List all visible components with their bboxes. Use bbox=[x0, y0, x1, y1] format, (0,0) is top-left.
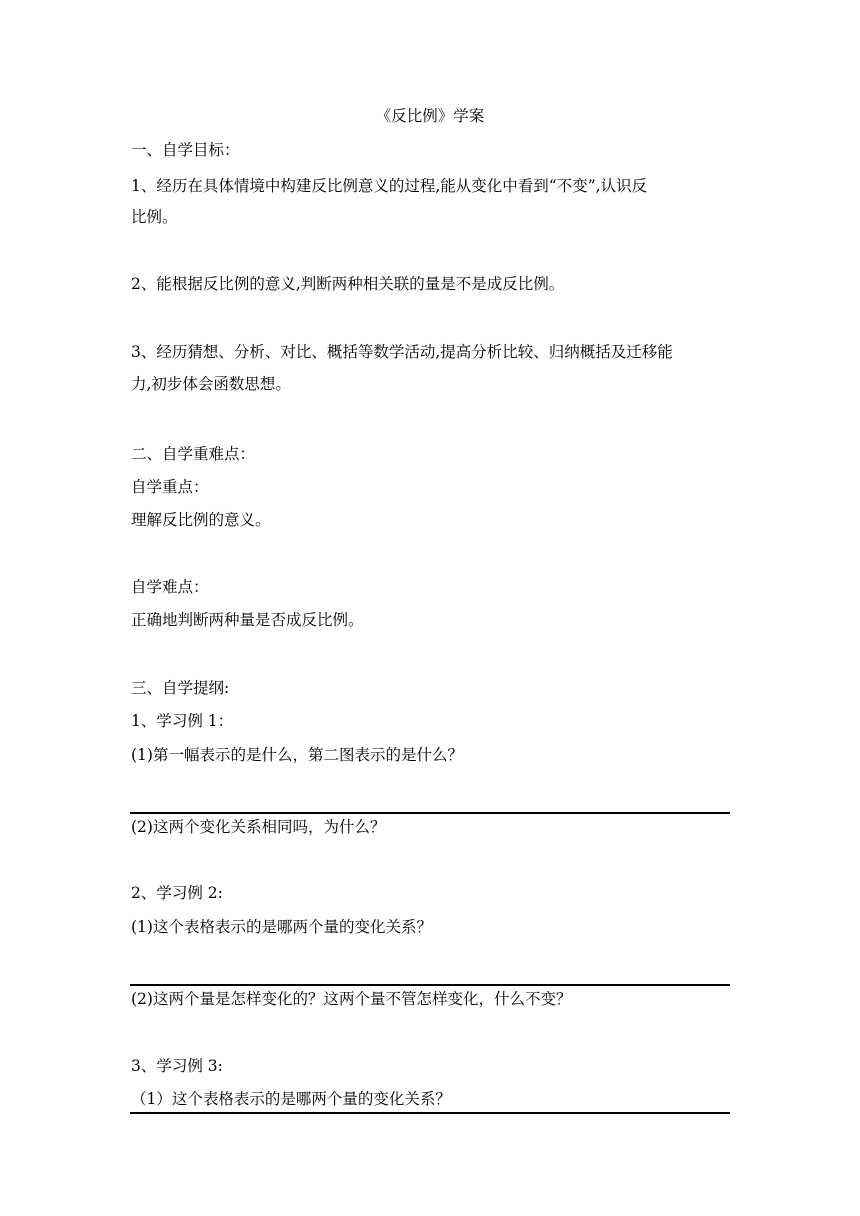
example-1-question-2: (2)这两个变化关系相同吗，为什么？ bbox=[131, 818, 386, 836]
key-point-text: 理解反比例的意义。 bbox=[131, 511, 271, 529]
difficulty-heading: 二、自学重难点： bbox=[131, 445, 256, 463]
example-3-heading: 3、学习例 3: bbox=[131, 1057, 223, 1075]
difficult-point-text: 正确地判断两种量是否成反比例。 bbox=[131, 611, 364, 629]
example-1-question-1: (1)第一幅表示的是什么，第二图表示的是什么？ bbox=[131, 746, 463, 764]
example-2-question-1: (1)这个表格表示的是哪两个量的变化关系？ bbox=[131, 918, 432, 936]
key-point-heading: 自学重点： bbox=[131, 478, 209, 496]
outline-heading: 三、自学提纲: bbox=[131, 679, 230, 697]
goal-2: 2、能根据反比例的意义,判断两种相关联的量是不是成反比例。 bbox=[131, 275, 565, 293]
answer-line bbox=[130, 984, 730, 986]
goal-3-line-2: 力,初步体会函数思想。 bbox=[131, 375, 291, 393]
example-3-question-1: （1）这个表格表示的是哪两个量的变化关系？ bbox=[131, 1090, 451, 1108]
goal-1-line-2: 比例。 bbox=[131, 208, 178, 226]
goals-heading: 一、自学目标： bbox=[131, 141, 240, 159]
answer-line bbox=[130, 812, 730, 814]
difficult-point-heading: 自学难点： bbox=[131, 578, 209, 596]
example-2-question-2: (2)这两个量是怎样变化的？这两个量不管怎样变化，什么不变？ bbox=[131, 990, 572, 1008]
document-title: 《反比例》学案 bbox=[375, 107, 485, 125]
goal-3-line-1: 3、经历猜想、分析、对比、概括等数学活动,提高分析比较、归纳概括及迁移能 bbox=[131, 343, 673, 361]
example-2-heading: 2、学习例 2: bbox=[131, 884, 223, 902]
goal-1-line-1: 1、经历在具体情境中构建反比例意义的过程,能从变化中看到“不变”,认识反 bbox=[131, 177, 648, 195]
answer-line bbox=[130, 1112, 730, 1114]
example-1-heading: 1、学习例 1： bbox=[131, 712, 234, 730]
